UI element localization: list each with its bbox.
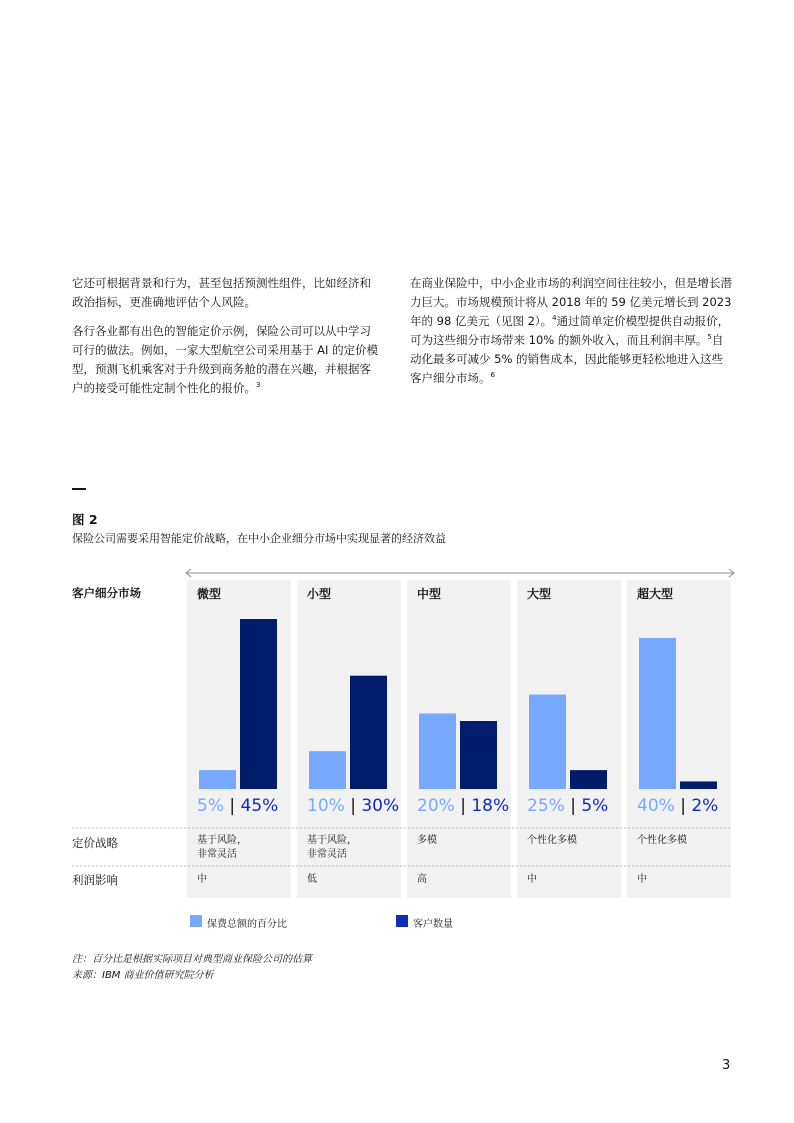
pricing-cell-micro <box>197 834 247 862</box>
pct-separator: | <box>460 796 466 816</box>
paragraph-3-part-3: 自动化最多可减少 5% 的销售成本，因此能够更轻松地进入这些客户细分市场。 <box>410 333 724 385</box>
pct-separator: | <box>350 796 356 816</box>
bar-premium-large <box>529 695 566 789</box>
body-paragraph-2 <box>72 322 382 398</box>
body-paragraph-3 <box>410 274 732 388</box>
figure-label: 图 2 <box>72 512 98 527</box>
pct-label-medium <box>417 796 509 816</box>
footnote-ref-6[interactable]: 6 <box>490 371 495 379</box>
pricing-line-1: 个性化多模 <box>637 835 687 846</box>
bar-customers-small <box>350 676 387 789</box>
bar-customers-large <box>570 770 607 789</box>
pricing-line-2: 非常灵活 <box>307 849 347 860</box>
segment-range-arrow <box>186 569 734 577</box>
pct-separator: | <box>229 796 236 816</box>
figure-note: 注：百分比是根据实际项目对典型商业保险公司的估算 <box>72 954 312 965</box>
pct-label-large <box>527 796 608 816</box>
pricing-cell-large <box>527 834 577 848</box>
paragraph-2-text: 各行各业都有出色的智能定价示例，保险公司可以从中学习可行的做法。例如，一家大型航空公司采用基于 AI 的定价模型，预测飞机乘客对于升级到商务舱的潜在兴趣，并根据客户的接受可能性定制个性化的报价。 <box>72 324 379 395</box>
legend-swatch-customers <box>396 915 408 927</box>
pricing-line-1: 多模 <box>417 835 437 846</box>
bar-premium-medium <box>419 713 456 789</box>
figure-source: 来源：IBM 商业价值研究院分析 <box>72 970 214 981</box>
bar-premium-micro <box>199 770 236 789</box>
bar-customers-medium <box>460 721 497 789</box>
bar-premium-xlarge <box>639 638 676 789</box>
profit-cell-small: 低 <box>307 874 317 885</box>
figure-rule <box>72 488 86 490</box>
row-label-pricing: 定价战略 <box>72 836 118 850</box>
profit-cell-medium: 高 <box>417 874 427 885</box>
segment-title-xlarge: 超大型 <box>637 587 674 601</box>
profit-cell-micro: 中 <box>197 874 207 885</box>
customers-pct: 2% <box>691 796 719 816</box>
pricing-line-1: 基于风险， <box>307 835 357 846</box>
legend-swatch-premium <box>190 915 202 927</box>
pricing-line-2: 非常灵活 <box>197 849 237 860</box>
footnote-ref-5[interactable]: 5 <box>707 333 712 341</box>
segment-title-large: 大型 <box>527 587 552 601</box>
footnote-ref-3[interactable]: 3 <box>256 381 261 389</box>
segment-title-micro: 微型 <box>197 587 222 601</box>
segment-title-small: 小型 <box>307 587 332 601</box>
segment-title-medium: 中型 <box>417 587 442 601</box>
figure-chart <box>0 560 794 910</box>
customers-pct: 18% <box>471 796 510 816</box>
page-number: 3 <box>722 1058 731 1073</box>
profit-cell-xlarge: 中 <box>637 874 647 885</box>
row-label-profit: 利润影响 <box>72 873 118 887</box>
premium-pct: 20% <box>417 796 455 816</box>
pricing-cell-xlarge <box>637 834 687 848</box>
pct-separator: | <box>570 796 576 816</box>
legend-label-premium: 保费总额的百分比 <box>207 919 287 930</box>
paragraph-3-part-2: 通过简单定价模型提供自动报价，可为这些细分市场带来 10% 的额外收入，而且利润丰厚。 <box>410 314 730 347</box>
pct-separator: | <box>680 796 686 816</box>
figure-caption: 保险公司需要采用智能定价战略，在中小企业细分市场中实现显著的经济效益 <box>72 532 446 545</box>
premium-pct: 40% <box>637 796 675 816</box>
pricing-line-1: 个性化多模 <box>527 835 577 846</box>
premium-pct: 5% <box>197 796 224 816</box>
profit-cell-large: 中 <box>527 874 537 885</box>
pricing-cell-medium <box>417 834 437 848</box>
pricing-line-1: 基于风险， <box>197 835 247 846</box>
row-label-segment: 客户细分市场 <box>72 586 141 600</box>
body-paragraph-1: 它还可根据背景和行为，甚至包括预测性组件，比如经济和政治指标，更准确地评估个人风险。 <box>72 276 371 309</box>
pct-label-xlarge <box>637 796 718 816</box>
pricing-cell-small <box>307 834 357 862</box>
footnote-ref-4[interactable]: 4 <box>552 314 557 322</box>
legend-label-customers: 客户数量 <box>413 919 453 930</box>
pct-label-micro <box>197 796 278 816</box>
premium-pct: 10% <box>307 796 345 816</box>
customers-pct: 30% <box>361 796 400 816</box>
paragraph-3-part-1: 在商业保险中，中小企业市场的利润空间往往较小，但是增长潜力巨大。市场规模预计将从 2018 年的 59 亿美元增长到 2023 年的 98 亿美元（见图 2）。 <box>410 276 732 328</box>
bar-customers-micro <box>240 619 277 789</box>
pct-label-small <box>307 796 399 816</box>
bar-premium-small <box>309 751 346 789</box>
customers-pct: 45% <box>240 796 279 816</box>
bar-customers-xlarge <box>680 781 717 789</box>
premium-pct: 25% <box>527 796 565 816</box>
customers-pct: 5% <box>581 796 609 816</box>
